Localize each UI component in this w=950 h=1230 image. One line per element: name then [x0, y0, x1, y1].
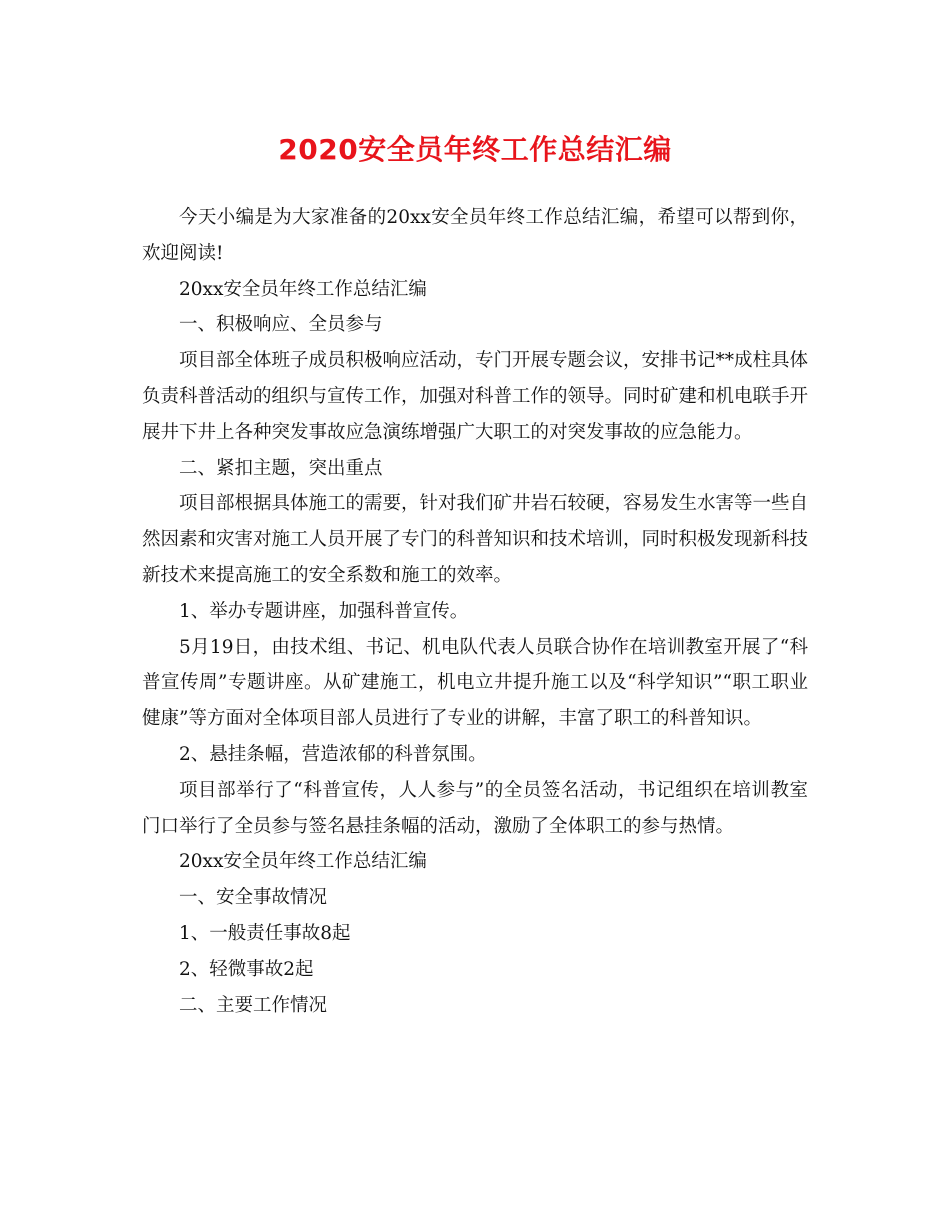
- paragraph-heading-1: 一、安全事故情况: [179, 887, 328, 909]
- paragraph-heading-2: 二、主要工作情况: [179, 994, 328, 1016]
- document-body: [142, 200, 808, 1023]
- paragraph-subheading-1: 1、举办专题讲座，加强科普宣传。: [179, 600, 469, 622]
- paragraph-section-heading: 20xx安全员年终工作总结汇编: [179, 851, 427, 873]
- paragraph-body: 项目部全体班子成员积极响应活动，专门开展专题会议，安排书记**成柱具体负责科普活动的组织与宣传工作，加强对科普工作的领导。同时矿建和机电联手开展井下井上各种突发事故应急演练增强广大职工的对突发事故的应急能力。: [142, 350, 809, 443]
- paragraph-list-item: 2、轻微事故2起: [179, 958, 314, 980]
- paragraph-list-item: 1、一般责任事故8起: [179, 922, 351, 944]
- paragraph-heading-1: 一、积极响应、全员参与: [179, 314, 383, 336]
- paragraph-heading-2: 二、紧扣主题，突出重点: [179, 457, 383, 479]
- paragraph-body: 项目部举行了“科普宣传，人人参与”的全员签名活动，书记组织在培训教室门口举行了全员参与签名悬挂条幅的活动，激励了全体职工的参与热情。: [142, 779, 808, 837]
- document-title: 2020安全员年终工作总结汇编: [278, 133, 672, 166]
- paragraph-body: 5月19日，由技术组、书记、机电队代表人员联合协作在培训教室开展了“科普宣传周”专题讲座。从矿建施工，机电立井提升施工以及“科学知识”“职工职业健康”等方面对全体项目部人员进行了专业的讲解，丰富了职工的科普知识。: [142, 636, 808, 730]
- paragraph-body: 项目部根据具体施工的需要，针对我们矿井岩石较硬，容易发生水害等一些自然因素和灾害对施工人员开展了专门的科普知识和技术培训，同时积极发现新科技新技术来提高施工的安全系数和施工的效率。: [142, 493, 809, 586]
- paragraph-intro: 今天小编是为大家准备的20xx安全员年终工作总结汇编，希望可以帮到你，欢迎阅读!: [142, 207, 808, 264]
- paragraph-subheading-2: 2、悬挂条幅，营造浓郁的科普氛围。: [179, 743, 487, 765]
- paragraph-section-heading: 20xx安全员年终工作总结汇编: [179, 278, 427, 300]
